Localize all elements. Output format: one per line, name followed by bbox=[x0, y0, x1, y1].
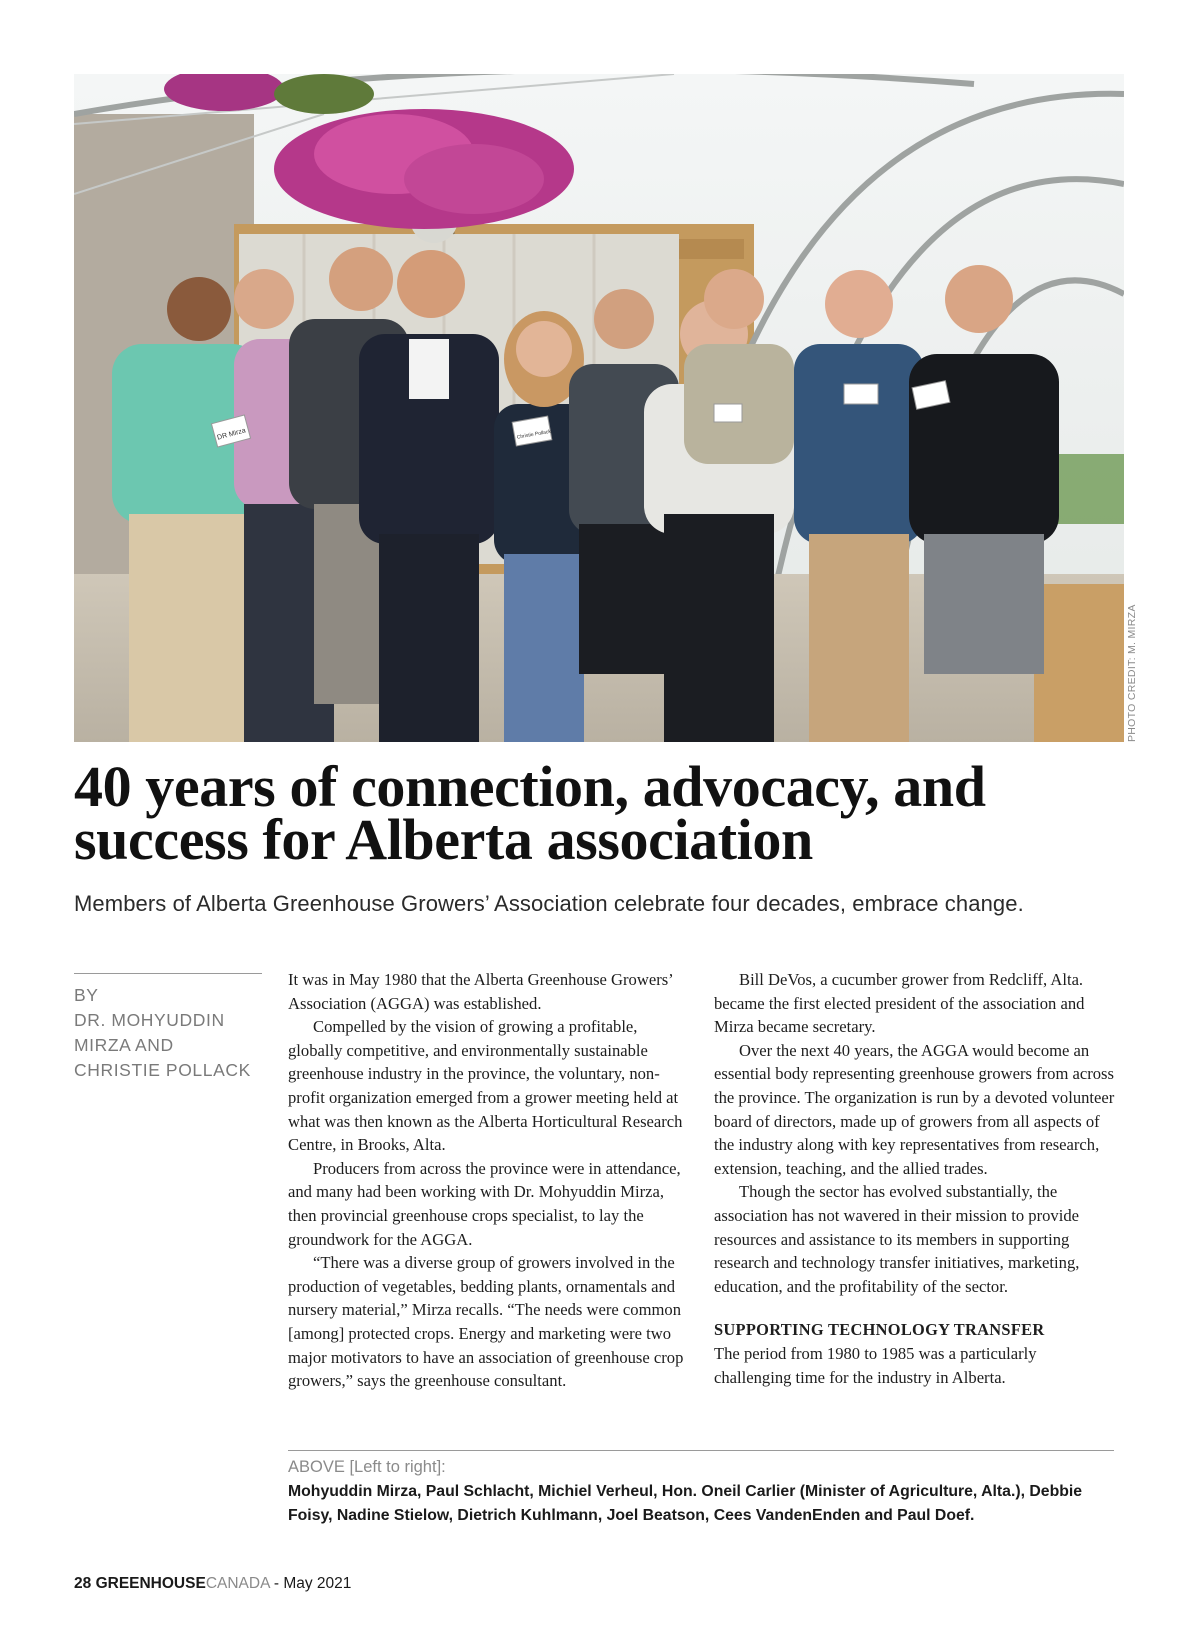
dek: Members of Alberta Greenhouse Growers’ Association celebrate four decades, embrace change. bbox=[74, 891, 1024, 916]
page-number: 28 bbox=[74, 1575, 92, 1592]
group-photo bbox=[74, 74, 1124, 742]
body-column-2 bbox=[714, 968, 1116, 1389]
paragraph: Producers from across the province were in attendance, and many had been working with Dr. Mohyuddin Mirza, then provincial greenhouse crops specialist, to lay the groundwork for the AGGA. bbox=[288, 1158, 681, 1249]
paragraph: “There was a diverse group of growers involved in the production of vegetables, bedding plants, ornamentals and nursery material,” Mirza recalls. “The needs were common [among] protected crops. Energy and marketing were two major motivators to have an association of greenhouse crop growers,” says the greenhouse consultant. bbox=[288, 1253, 684, 1391]
paragraph: The period from 1980 to 1985 was a particularly challenging time for the industry in Alberta. bbox=[714, 1343, 1037, 1387]
byline-by: BY bbox=[74, 985, 99, 1005]
badge-2: Christie Pollack bbox=[516, 428, 552, 441]
byline-authors: DR. MOHYUDDIN MIRZA AND CHRISTIE POLLACK bbox=[74, 1010, 251, 1080]
greenhouse-group-illustration bbox=[74, 74, 1124, 742]
publication-name: GREENHOUSE bbox=[95, 1575, 206, 1592]
paragraph: Over the next 40 years, the AGGA would become an essential body representing greenhouse growers from across the province. The organization is run by a devoted volunteer board of directors, made up of growers from all aspects of the industry along with key representatives from research, extension, teaching, and the allied trades. bbox=[714, 1040, 1115, 1178]
paragraph: Bill DeVos, a cucumber grower from Redcliff, Alta. became the first elected president of the association and Mirza became secretary. bbox=[714, 970, 1085, 1037]
byline bbox=[74, 973, 262, 1083]
bench bbox=[1034, 584, 1124, 742]
folio bbox=[74, 1575, 351, 1593]
photo-credit: PHOTO CREDIT: M. MIRZA bbox=[1126, 604, 1138, 742]
caption-text: Mohyuddin Mirza, Paul Schlacht, Michiel Verheul, Hon. Oneil Carlier (Minister of Agriculture, Alta.), Debbie Foisy, Nadine Stielow, Dietrich Kuhlmann, Joel Beatson, Cees VandenEnden and Paul Doef. bbox=[288, 1483, 1083, 1524]
issue-date: May 2021 bbox=[283, 1575, 352, 1592]
body-column-1 bbox=[288, 968, 690, 1393]
folio-separator: - bbox=[269, 1575, 284, 1592]
caption-lead: ABOVE [Left to right]: bbox=[288, 1458, 446, 1476]
publication-name-light: CANADA bbox=[205, 1575, 270, 1592]
paragraph: It was in May 1980 that the Alberta Greenhouse Growers’ Association (AGGA) was established. bbox=[288, 970, 673, 1013]
caption-divider bbox=[288, 1450, 1114, 1451]
paragraph: Compelled by the vision of growing a profitable, globally competitive, and environmentally sustainable greenhouse industry in the province, the voluntary, non-profit organization emerged from a grower meeting held at what was then known as the Alberta Horticultural Research Centre, in Brooks, Alta. bbox=[288, 1017, 683, 1155]
section-subhead: SUPPORTING TECHNOLOGY TRANSFER bbox=[714, 1320, 1045, 1340]
badge-1: DR Mirza bbox=[216, 427, 247, 442]
headline: 40 years of connection, advocacy, and success for Alberta association bbox=[74, 754, 986, 872]
paragraph: Though the sector has evolved substantially, the association has not wavered in their mission to provide resources and assistance to its members in supporting research and technology transfer initiatives, marketing, education, and the profitability of the sector. bbox=[714, 1182, 1080, 1296]
